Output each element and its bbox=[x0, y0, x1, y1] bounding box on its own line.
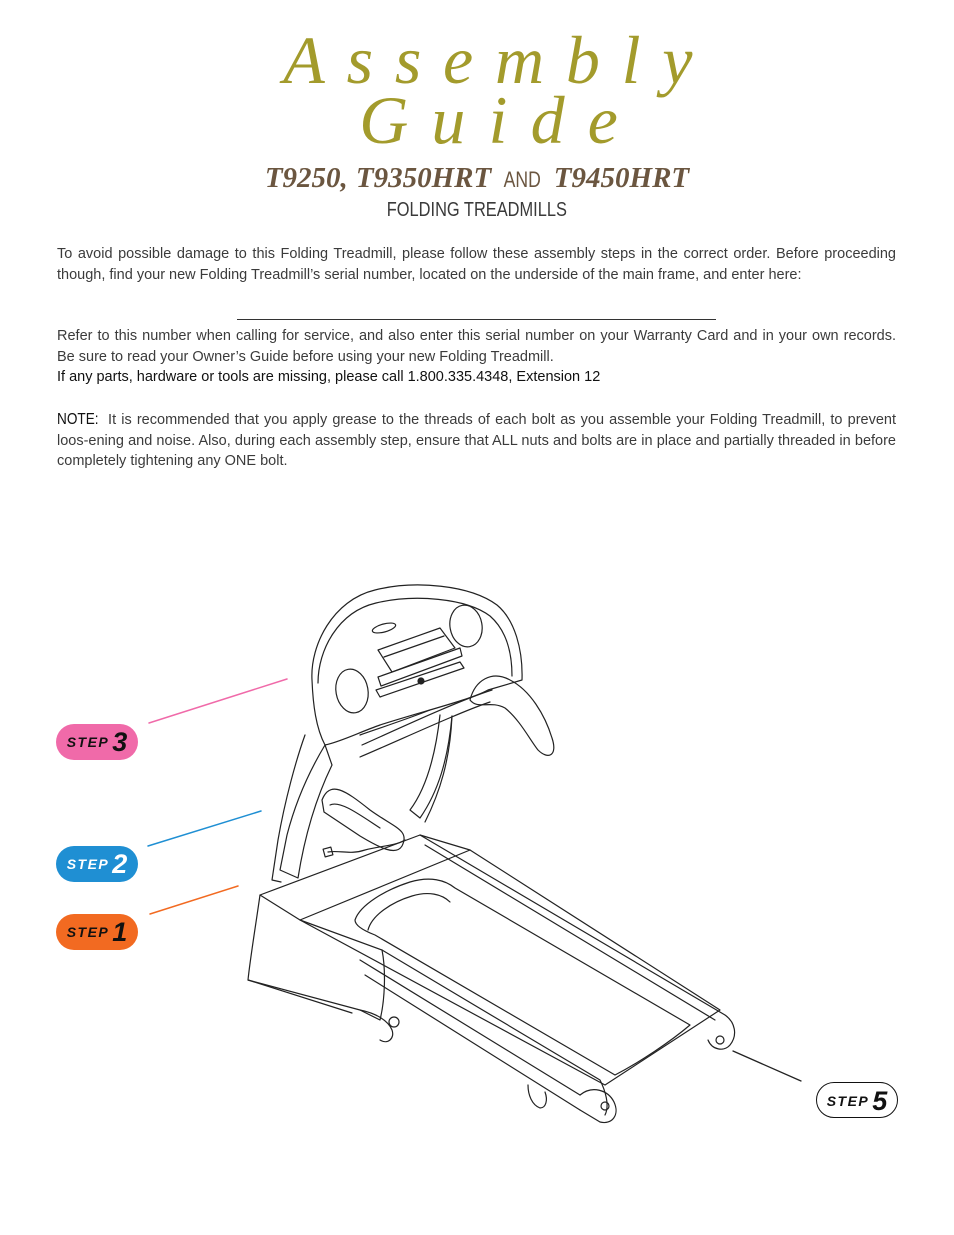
step-2-number: 2 bbox=[112, 849, 128, 879]
title-line-2: Guide bbox=[359, 82, 641, 158]
step-1-word: STEP bbox=[66, 924, 110, 940]
note-text: It is recommended that you apply grease to the threads of each bolt as you assemble your Folding Treadmill, to prevent loos-ening and noise. Also, during each assembly step, ensure that ALL nuts and bolts are in place and partially threaded in before completely tightening any ONE bolt. bbox=[57, 412, 897, 469]
note-label: NOTE: bbox=[57, 411, 99, 428]
step-2-badge bbox=[56, 846, 138, 882]
leader-line-step2 bbox=[148, 811, 261, 846]
model-b: T9350HRT bbox=[355, 162, 492, 194]
step-5-number: 5 bbox=[872, 1086, 888, 1116]
step-1-badge bbox=[56, 914, 138, 950]
subtitle-text: FOLDING TREADMILLS bbox=[386, 199, 568, 221]
step-5-word: STEP bbox=[826, 1093, 870, 1109]
title-line-1: Assembly bbox=[283, 22, 715, 98]
leader-line-step3 bbox=[149, 679, 287, 723]
missing-parts-paragraph: If any parts, hardware or tools are missing, please call 1.800.335.4348, Extension 12 bbox=[57, 369, 601, 385]
intro-paragraph: To avoid possible damage to this Folding Treadmill, please follow these assembly steps in the correct order. Before proceeding though, find your new Folding Treadmill’s serial number, located on the underside of the main frame, and enter here: bbox=[57, 246, 896, 283]
refer-paragraph: Refer to this number when calling for service, and also enter this serial number on your Warranty Card and in your own records. Be sure to read your Owner’s Guide before using your new Folding Treadmill. bbox=[57, 328, 896, 365]
leader-line-step1 bbox=[150, 886, 238, 914]
step-3-number: 3 bbox=[112, 727, 128, 757]
step-3-badge bbox=[56, 724, 138, 760]
treadmill-deck bbox=[300, 835, 735, 1123]
leader-line-step5 bbox=[733, 1051, 801, 1081]
model-a: T9250, bbox=[264, 162, 348, 194]
handlebars bbox=[322, 676, 554, 850]
step-3-word: STEP bbox=[66, 734, 110, 750]
step-1-number: 1 bbox=[112, 917, 128, 947]
step-2-word: STEP bbox=[66, 856, 110, 872]
step-5-badge bbox=[816, 1082, 898, 1118]
model-and: AND bbox=[503, 167, 542, 192]
model-c: T9450HRT bbox=[553, 162, 690, 194]
